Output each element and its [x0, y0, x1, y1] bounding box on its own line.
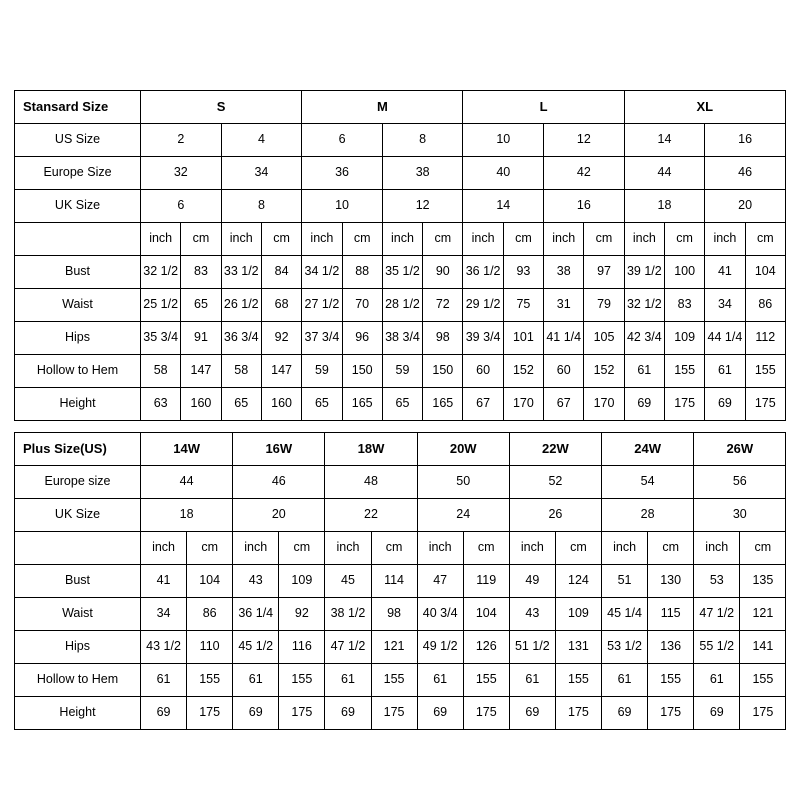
measure-value: 69: [233, 697, 279, 730]
measure-value: 75: [503, 289, 543, 322]
size-value: 34: [221, 157, 302, 190]
measure-value: 109: [279, 565, 325, 598]
size-value: 10: [302, 190, 383, 223]
measure-value: 45 1/4: [602, 598, 648, 631]
unit-header: inch: [624, 223, 664, 256]
measure-value: 39 1/2: [624, 256, 664, 289]
row-label: US Size: [15, 124, 141, 157]
row-label: UK Size: [15, 190, 141, 223]
measure-value: 36 1/2: [463, 256, 503, 289]
measure-value: 79: [584, 289, 624, 322]
measure-value: 175: [648, 697, 694, 730]
size-value: 6: [302, 124, 383, 157]
unit-header: cm: [503, 223, 543, 256]
measure-value: 61: [417, 664, 463, 697]
measure-value: 65: [302, 388, 342, 421]
size-group-header: 24W: [602, 433, 694, 466]
table-row: [15, 466, 786, 499]
row-label: Hips: [15, 322, 141, 355]
measure-value: 104: [187, 565, 233, 598]
measure-value: 69: [141, 697, 187, 730]
unit-header: cm: [555, 532, 601, 565]
measure-value: 170: [584, 388, 624, 421]
size-value: 42: [544, 157, 625, 190]
measure-value: 96: [342, 322, 382, 355]
unit-header: cm: [648, 532, 694, 565]
measure-value: 36 1/4: [233, 598, 279, 631]
measure-value: 150: [423, 355, 463, 388]
unit-header: inch: [417, 532, 463, 565]
measure-value: 61: [509, 664, 555, 697]
size-group-header: L: [463, 91, 624, 124]
measure-value: 41 1/4: [544, 322, 584, 355]
measure-value: 55 1/2: [694, 631, 740, 664]
size-value: 56: [694, 466, 786, 499]
measure-value: 36 3/4: [221, 322, 261, 355]
table-row: [15, 433, 786, 466]
measure-value: 131: [555, 631, 601, 664]
size-value: 44: [624, 157, 705, 190]
measure-value: 86: [745, 289, 785, 322]
table-row: [15, 190, 786, 223]
size-value: 8: [382, 124, 463, 157]
size-value: 8: [221, 190, 302, 223]
size-value: 36: [302, 157, 383, 190]
measure-value: 92: [279, 598, 325, 631]
size-value: 26: [509, 499, 601, 532]
measure-value: 43: [509, 598, 555, 631]
measure-value: 152: [584, 355, 624, 388]
measure-value: 44 1/4: [705, 322, 745, 355]
plus-size-table: [14, 432, 786, 730]
measure-value: 58: [221, 355, 261, 388]
unit-header: inch: [544, 223, 584, 256]
measure-value: 69: [325, 697, 371, 730]
measure-value: 175: [187, 697, 233, 730]
measure-value: 160: [261, 388, 301, 421]
measure-value: 98: [371, 598, 417, 631]
measure-value: 121: [740, 598, 786, 631]
row-label: Waist: [15, 289, 141, 322]
size-value: 48: [325, 466, 417, 499]
row-label: Hollow to Hem: [15, 664, 141, 697]
measure-value: 37 3/4: [302, 322, 342, 355]
measure-value: 83: [664, 289, 704, 322]
table-row: [15, 565, 786, 598]
size-value: 44: [141, 466, 233, 499]
measure-value: 91: [181, 322, 221, 355]
measure-value: 90: [423, 256, 463, 289]
row-label: Hollow to Hem: [15, 355, 141, 388]
table-row: [15, 355, 786, 388]
size-group-header: M: [302, 91, 463, 124]
measure-value: 147: [261, 355, 301, 388]
unit-header: cm: [279, 532, 325, 565]
size-value: 32: [141, 157, 222, 190]
measure-value: 97: [584, 256, 624, 289]
measure-value: 115: [648, 598, 694, 631]
table-row: [15, 664, 786, 697]
measure-value: 38 1/2: [325, 598, 371, 631]
measure-value: 49 1/2: [417, 631, 463, 664]
measure-value: 43 1/2: [141, 631, 187, 664]
measure-value: 61: [233, 664, 279, 697]
plus-size-table-wrapper: [14, 432, 786, 730]
measure-value: 61: [141, 664, 187, 697]
measure-value: 119: [463, 565, 509, 598]
size-value: 54: [602, 466, 694, 499]
measure-value: 155: [371, 664, 417, 697]
measure-value: 43: [233, 565, 279, 598]
row-label-empty: [15, 532, 141, 565]
measure-value: 60: [544, 355, 584, 388]
unit-header: inch: [694, 532, 740, 565]
measure-value: 58: [141, 355, 181, 388]
measure-value: 155: [555, 664, 601, 697]
table-row: [15, 499, 786, 532]
size-group-header: 16W: [233, 433, 325, 466]
measure-value: 104: [463, 598, 509, 631]
measure-value: 25 1/2: [141, 289, 181, 322]
table-row: [15, 697, 786, 730]
measure-value: 124: [555, 565, 601, 598]
row-label: Bust: [15, 565, 141, 598]
size-value: 20: [233, 499, 325, 532]
row-label: Bust: [15, 256, 141, 289]
plus-corner-label: Plus Size(US): [15, 433, 141, 466]
measure-value: 160: [181, 388, 221, 421]
measure-value: 175: [740, 697, 786, 730]
table-row: [15, 532, 786, 565]
unit-header: inch: [463, 223, 503, 256]
measure-value: 109: [664, 322, 704, 355]
measure-value: 155: [745, 355, 785, 388]
measure-value: 34: [141, 598, 187, 631]
unit-header: inch: [509, 532, 555, 565]
measure-value: 51: [602, 565, 648, 598]
unit-header: cm: [463, 532, 509, 565]
unit-header: cm: [187, 532, 233, 565]
measure-value: 86: [187, 598, 233, 631]
measure-value: 51 1/2: [509, 631, 555, 664]
measure-value: 155: [664, 355, 704, 388]
measure-value: 147: [181, 355, 221, 388]
measure-value: 26 1/2: [221, 289, 261, 322]
size-value: 30: [694, 499, 786, 532]
size-group-header: 14W: [141, 433, 233, 466]
unit-header: inch: [602, 532, 648, 565]
measure-value: 112: [745, 322, 785, 355]
size-value: 40: [463, 157, 544, 190]
measure-value: 35 3/4: [141, 322, 181, 355]
measure-value: 126: [463, 631, 509, 664]
measure-value: 59: [382, 355, 422, 388]
measure-value: 116: [279, 631, 325, 664]
measure-value: 33 1/2: [221, 256, 261, 289]
measure-value: 70: [342, 289, 382, 322]
measure-value: 61: [602, 664, 648, 697]
measure-value: 155: [279, 664, 325, 697]
size-group-header: 22W: [509, 433, 601, 466]
unit-header: cm: [664, 223, 704, 256]
measure-value: 61: [624, 355, 664, 388]
unit-header: inch: [302, 223, 342, 256]
row-label: Height: [15, 388, 141, 421]
measure-value: 110: [187, 631, 233, 664]
size-value: 12: [382, 190, 463, 223]
measure-value: 105: [584, 322, 624, 355]
unit-header: cm: [423, 223, 463, 256]
size-value: 4: [221, 124, 302, 157]
measure-value: 69: [509, 697, 555, 730]
measure-value: 155: [187, 664, 233, 697]
measure-value: 45: [325, 565, 371, 598]
measure-value: 49: [509, 565, 555, 598]
measure-value: 175: [371, 697, 417, 730]
measure-value: 41: [141, 565, 187, 598]
unit-header: inch: [382, 223, 422, 256]
measure-value: 98: [423, 322, 463, 355]
measure-value: 65: [382, 388, 422, 421]
unit-header: cm: [371, 532, 417, 565]
measure-value: 63: [141, 388, 181, 421]
measure-value: 72: [423, 289, 463, 322]
measure-value: 165: [342, 388, 382, 421]
measure-value: 109: [555, 598, 601, 631]
measure-value: 101: [503, 322, 543, 355]
unit-header: cm: [740, 532, 786, 565]
measure-value: 41: [705, 256, 745, 289]
size-value: 18: [141, 499, 233, 532]
measure-value: 28 1/2: [382, 289, 422, 322]
size-group-header: S: [141, 91, 302, 124]
row-label: Europe size: [15, 466, 141, 499]
size-value: 10: [463, 124, 544, 157]
unit-header: inch: [705, 223, 745, 256]
measure-value: 165: [423, 388, 463, 421]
measure-value: 175: [555, 697, 601, 730]
size-value: 18: [624, 190, 705, 223]
size-group-header: 20W: [417, 433, 509, 466]
row-label: UK Size: [15, 499, 141, 532]
size-value: 6: [141, 190, 222, 223]
measure-value: 69: [694, 697, 740, 730]
measure-value: 93: [503, 256, 543, 289]
row-label-empty: [15, 223, 141, 256]
measure-value: 155: [463, 664, 509, 697]
measure-value: 38 3/4: [382, 322, 422, 355]
measure-value: 92: [261, 322, 301, 355]
measure-value: 155: [740, 664, 786, 697]
measure-value: 84: [261, 256, 301, 289]
measure-value: 45 1/2: [233, 631, 279, 664]
table-row: [15, 157, 786, 190]
standard-size-table: [14, 90, 786, 421]
measure-value: 38: [544, 256, 584, 289]
row-label: Hips: [15, 631, 141, 664]
measure-value: 60: [463, 355, 503, 388]
measure-value: 29 1/2: [463, 289, 503, 322]
size-value: 22: [325, 499, 417, 532]
table-row: [15, 322, 786, 355]
measure-value: 69: [417, 697, 463, 730]
unit-header: inch: [233, 532, 279, 565]
size-group-header: XL: [624, 91, 785, 124]
measure-value: 88: [342, 256, 382, 289]
unit-header: inch: [141, 532, 187, 565]
measure-value: 59: [302, 355, 342, 388]
measure-value: 150: [342, 355, 382, 388]
measure-value: 83: [181, 256, 221, 289]
unit-header: cm: [584, 223, 624, 256]
unit-header: cm: [181, 223, 221, 256]
size-group-header: 18W: [325, 433, 417, 466]
measure-value: 47 1/2: [694, 598, 740, 631]
standard-corner-label: Stansard Size: [15, 91, 141, 124]
measure-value: 61: [325, 664, 371, 697]
measure-value: 104: [745, 256, 785, 289]
measure-value: 32 1/2: [141, 256, 181, 289]
unit-header: cm: [261, 223, 301, 256]
measure-value: 121: [371, 631, 417, 664]
unit-header: inch: [325, 532, 371, 565]
measure-value: 42 3/4: [624, 322, 664, 355]
measure-value: 53 1/2: [602, 631, 648, 664]
size-value: 24: [417, 499, 509, 532]
measure-value: 67: [463, 388, 503, 421]
measure-value: 175: [279, 697, 325, 730]
row-label: Waist: [15, 598, 141, 631]
measure-value: 170: [503, 388, 543, 421]
measure-value: 69: [705, 388, 745, 421]
size-value: 50: [417, 466, 509, 499]
unit-header: inch: [141, 223, 181, 256]
size-value: 46: [233, 466, 325, 499]
table-row: [15, 223, 786, 256]
size-value: 28: [602, 499, 694, 532]
row-label: Height: [15, 697, 141, 730]
measure-value: 175: [664, 388, 704, 421]
row-label: Europe Size: [15, 157, 141, 190]
measure-value: 68: [261, 289, 301, 322]
measure-value: 65: [181, 289, 221, 322]
measure-value: 65: [221, 388, 261, 421]
measure-value: 114: [371, 565, 417, 598]
table-row: [15, 124, 786, 157]
measure-value: 175: [745, 388, 785, 421]
measure-value: 69: [624, 388, 664, 421]
measure-value: 47 1/2: [325, 631, 371, 664]
measure-value: 27 1/2: [302, 289, 342, 322]
measure-value: 53: [694, 565, 740, 598]
measure-value: 135: [740, 565, 786, 598]
table-row: [15, 631, 786, 664]
size-value: 16: [705, 124, 786, 157]
measure-value: 34 1/2: [302, 256, 342, 289]
measure-value: 31: [544, 289, 584, 322]
measure-value: 61: [694, 664, 740, 697]
measure-value: 39 3/4: [463, 322, 503, 355]
table-row: [15, 289, 786, 322]
size-value: 14: [624, 124, 705, 157]
unit-header: cm: [342, 223, 382, 256]
measure-value: 100: [664, 256, 704, 289]
size-value: 46: [705, 157, 786, 190]
measure-value: 67: [544, 388, 584, 421]
measure-value: 34: [705, 289, 745, 322]
measure-value: 40 3/4: [417, 598, 463, 631]
table-row: [15, 598, 786, 631]
size-value: 12: [544, 124, 625, 157]
measure-value: 61: [705, 355, 745, 388]
measure-value: 141: [740, 631, 786, 664]
measure-value: 32 1/2: [624, 289, 664, 322]
measure-value: 155: [648, 664, 694, 697]
table-row: [15, 388, 786, 421]
table-row: [15, 256, 786, 289]
standard-size-table-wrapper: [14, 90, 786, 421]
measure-value: 175: [463, 697, 509, 730]
measure-value: 35 1/2: [382, 256, 422, 289]
size-value: 52: [509, 466, 601, 499]
size-value: 14: [463, 190, 544, 223]
size-value: 20: [705, 190, 786, 223]
unit-header: inch: [221, 223, 261, 256]
measure-value: 152: [503, 355, 543, 388]
unit-header: cm: [745, 223, 785, 256]
size-group-header: 26W: [694, 433, 786, 466]
measure-value: 130: [648, 565, 694, 598]
table-row: [15, 91, 786, 124]
size-value: 16: [544, 190, 625, 223]
size-value: 38: [382, 157, 463, 190]
size-value: 2: [141, 124, 222, 157]
measure-value: 47: [417, 565, 463, 598]
measure-value: 136: [648, 631, 694, 664]
measure-value: 69: [602, 697, 648, 730]
